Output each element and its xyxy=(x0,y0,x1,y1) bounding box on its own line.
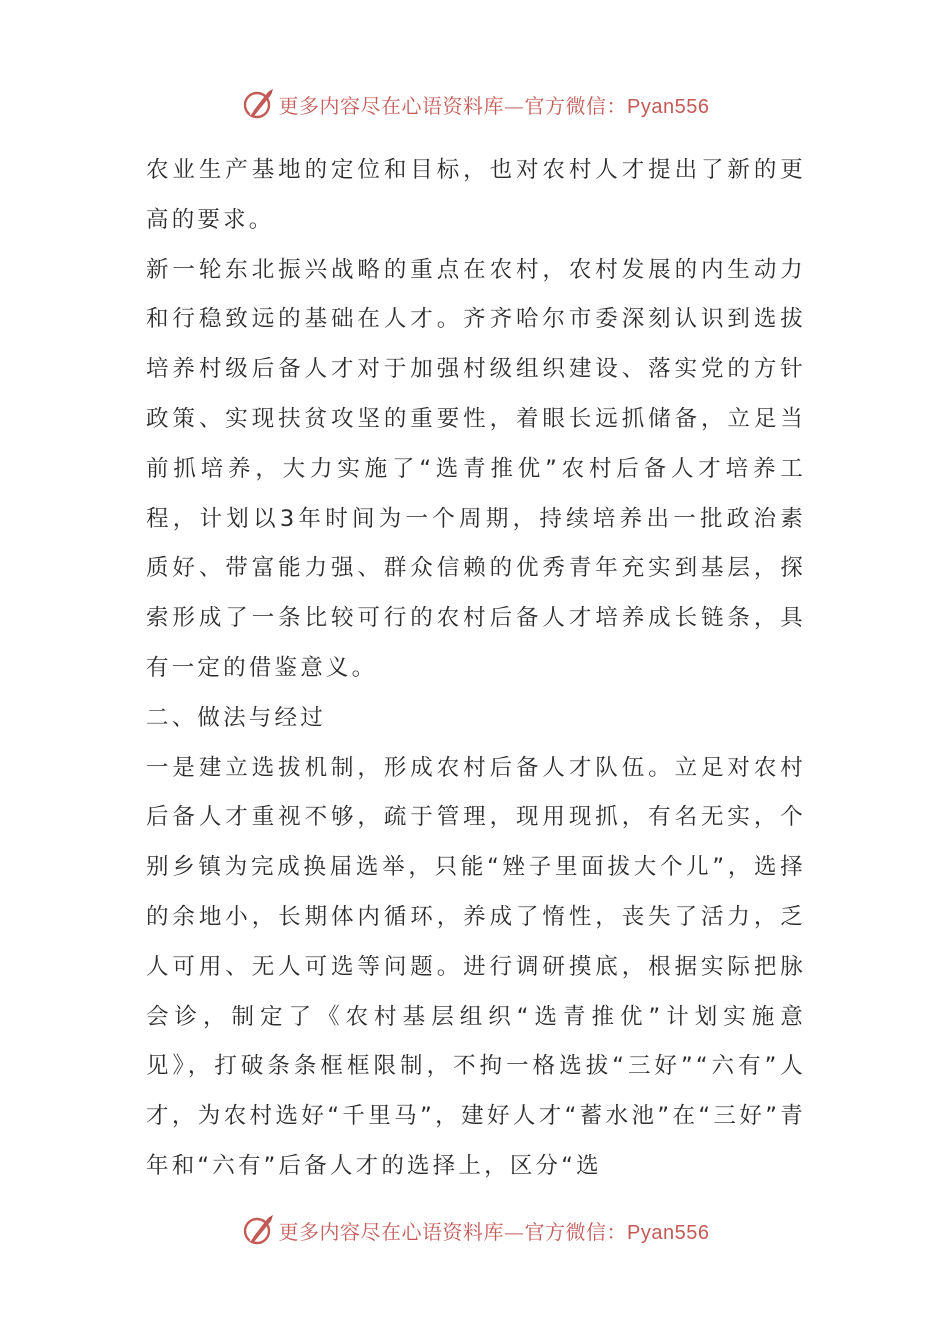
watermark-wechat-id: Pyan556 xyxy=(627,1221,710,1244)
watermark-label: 官方微信： xyxy=(524,1219,628,1244)
quill-pen-circle-icon xyxy=(241,87,275,121)
section-heading: 二、做法与经过 xyxy=(146,704,326,731)
watermark-separator: — xyxy=(504,93,525,118)
quill-pen-circle-icon xyxy=(241,1213,275,1247)
header-watermark xyxy=(0,84,950,124)
watermark-label: 官方微信： xyxy=(524,93,628,118)
watermark-wechat-id: Pyan556 xyxy=(627,95,710,118)
watermark-text xyxy=(279,90,710,119)
document-body xyxy=(146,146,806,1192)
watermark-separator: — xyxy=(504,1219,525,1244)
paragraph-3: 一是建立选拔机制，形成农村后备人才队伍。立足对农村后备人才重视不够，疏于管理，现用现抓，有名无实，个别乡镇为完成换届选举，只能“矬子里面拔大个儿”，选择的余地小，长期体内循环，养成了惰性，丧失了活力，乏人可用、无人可选等问题。进行调研摸底，根据实际把脉会诊，制定了《农村基层组织“选青推优”计划实施意见》，打破条条框框限制，不拘一格选拔“三好”“六有”人才，为农村选好“千里马”，建好人才“蓄水池”在“三好”青年和“六有”后备人才的选择上，区分“选 xyxy=(146,754,806,1179)
watermark-text xyxy=(279,1216,710,1245)
paragraph-2: 新一轮东北振兴战略的重点在农村，农村发展的内生动力和行稳致远的基础在人才。齐齐哈尔市委深刻认识到选拔培养村级后备人才对于加强村级组织建设、落实党的方针政策、实现扶贫攻坚的重要性，着眼长远抓储备，立足当前抓培养，大力实施了“选青推优”农村后备人才培养工程，计划以3年时间为一个周期，持续培养出一批政治素质好、带富能力强、群众信赖的优秀青年充实到基层，探索形成了一条比较可行的农村后备人才培养成长链条，具有一定的借鉴意义。 xyxy=(146,256,806,681)
watermark-main: 更多内容尽在心语资料库 xyxy=(278,93,505,118)
watermark-main: 更多内容尽在心语资料库 xyxy=(278,1219,505,1244)
paragraph-1: 农业生产基地的定位和目标，也对农村人才提出了新的更高的要求。 xyxy=(146,157,806,233)
footer-watermark xyxy=(0,1210,950,1250)
